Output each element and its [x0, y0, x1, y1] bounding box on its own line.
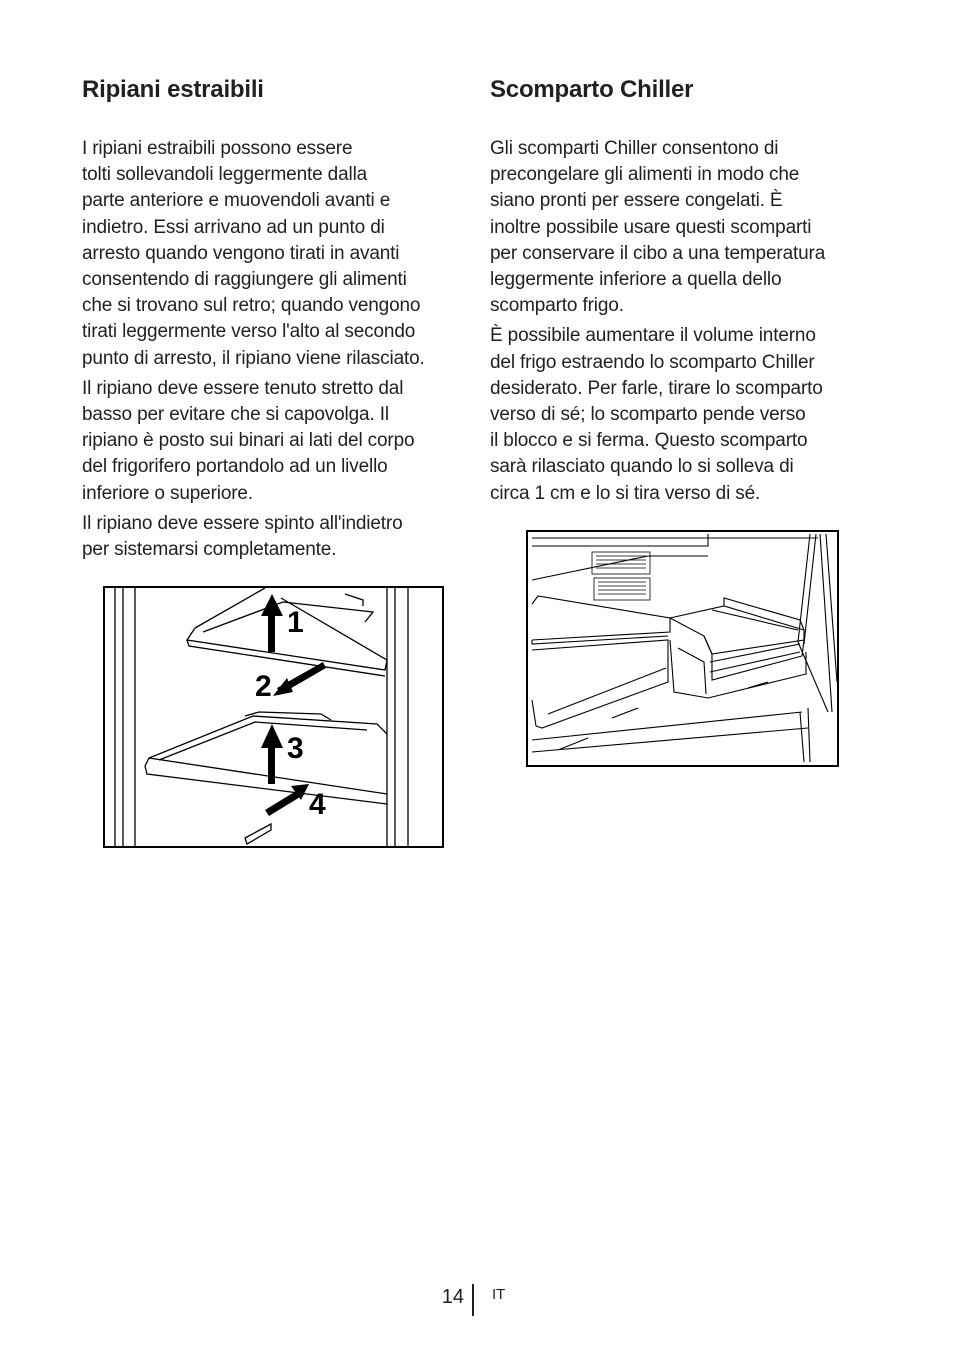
chiller-drawer-walls: [712, 598, 804, 630]
shelves-paragraph-3: Il ripiano deve essere spinto all'indietro per sistemarsi completamente.: [82, 512, 403, 561]
section-title-chiller: Scomparto Chiller: [490, 76, 694, 103]
fridge-back-wall: [532, 534, 818, 580]
upper-shelf-rim: [345, 594, 363, 606]
chiller-compartment-illustration: [526, 530, 839, 767]
shelves-paragraph-1: I ripiani estraibili possono essere tolti sollevandoli leggermente dalla parte anteriore e muovendoli avanti e indietro. Essi arrivano ad un punto di arresto quando vengono tirati in avanti consentendo di raggiungere gli alimenti che si trovano sul retro; quando vengono tirati leggermente verso l'alto al secondo punto di arresto, il ripiano viene rilasciato.: [82, 138, 425, 369]
page-footer: [0, 1284, 954, 1316]
footer-divider: [472, 1284, 474, 1316]
page-number: 14: [441, 1286, 464, 1308]
section-title-shelves: Ripiani estraibili: [82, 76, 264, 103]
shelves-paragraph-2: Il ripiano deve essere tenuto stretto dal basso per evitare che si capovolga. Il ripiano è posto sui binari ai lati del corpo del frigorifero portandolo ad un livello inferiore o superiore.: [82, 377, 415, 504]
label-1: 1: [287, 606, 304, 639]
left-drawer-lower: [532, 640, 668, 728]
chiller-body: [490, 136, 875, 511]
label-3: 3: [287, 732, 304, 765]
lower-bin: [670, 640, 806, 698]
shelves-body: [82, 136, 467, 567]
arrow-2: [273, 662, 326, 696]
chiller-paragraph-2: È possibile aumentare il volume interno del frigo estraendo lo scomparto Chiller desiderato. Per farle, tirare lo scomparto verso di sé; lo scomparto pende verso il blocco e si ferma. Questo scomparto sarà rilasciato quando lo si solleva di circa 1 cm e lo si tira verso di sé.: [490, 325, 823, 504]
vent-grille: [592, 552, 650, 600]
left-drawer: [532, 596, 670, 644]
shelf-removal-illustration: [103, 586, 444, 848]
label-4: 4: [309, 788, 326, 821]
language-code: IT: [492, 1286, 506, 1303]
door-frame: [798, 534, 837, 712]
chiller-paragraph-1: Gli scomparti Chiller consentono di precongelare gli alimenti in modo che siano pronti per essere congelati. È inoltre possibile usare questi scomparti per conservare il cibo a una temperatura leggermente inferiore a quella dello scomparto frigo.: [490, 138, 826, 317]
label-2: 2: [255, 670, 272, 703]
bottom-clip: [245, 824, 271, 844]
arrow-4: [265, 784, 309, 816]
door-edge: [800, 708, 810, 762]
chiller-drawer-front-inner: [710, 644, 800, 672]
